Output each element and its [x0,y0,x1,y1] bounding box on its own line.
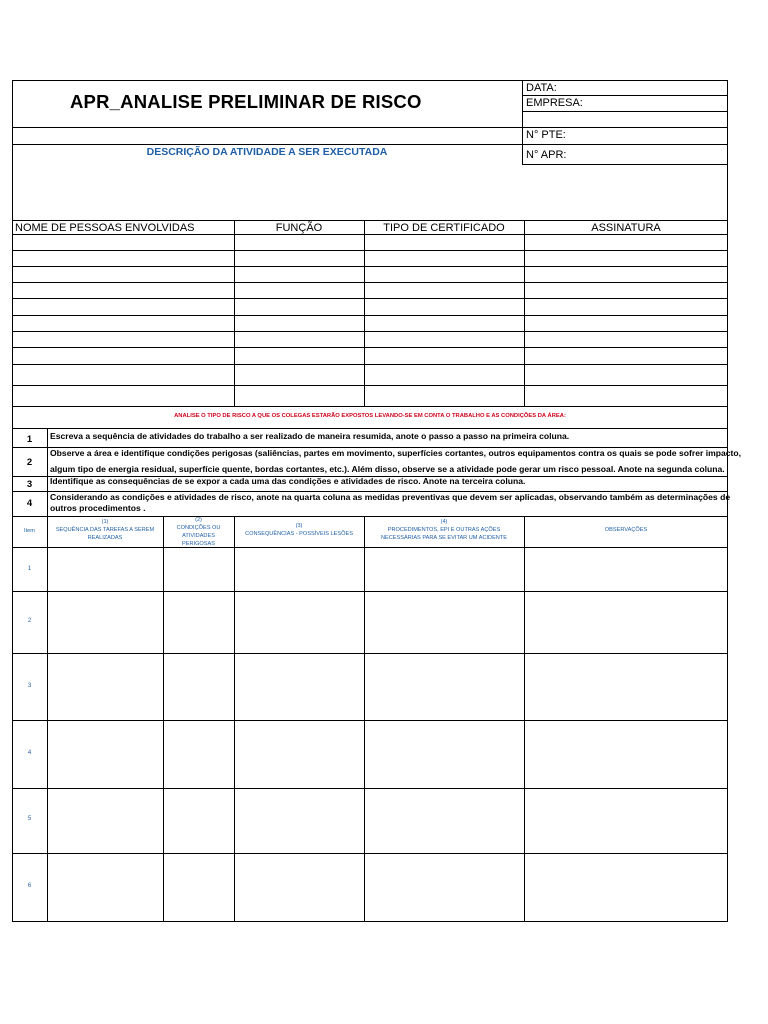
divider [12,234,728,235]
instruction-number: 1 [26,434,33,445]
divider [364,516,365,922]
instruction-line: Considerando as condições e atividades de risco, anote na quarta coluna as medidas preventivas que devem ser aplicadas, observando também as determinações de [50,492,731,502]
row-number: 1 [27,566,32,572]
divider [12,364,728,365]
instruction-text [50,492,731,514]
col-certificado: TIPO DE CERTIFICADO [383,222,505,234]
divider [12,653,728,654]
col-funcao: FUNÇÃO [275,222,323,234]
col-procedimentos [364,518,524,542]
col-text: REALIZADAS [87,535,123,541]
instruction-line: algum tipo de energia residual, superfície quente, bordas cortantes, etc.). Além disso, observe se a atividade pode gerar um risco pessoal. Anote na segunda coluna. [50,464,725,474]
divider [234,220,235,406]
data-label: DATA: [526,82,557,94]
instruction-number: 4 [26,498,33,509]
row-number: 2 [27,618,32,624]
col-text: PERIGOSAS [182,541,215,547]
col-text: PROCEDIMENTOS, EPI E OUTRAS AÇÕES [387,527,501,533]
divider [12,547,728,548]
col-assinatura: ASSINATURA [591,222,661,234]
divider [163,516,164,922]
divider [364,220,365,406]
divider [522,95,728,96]
empresa-label: EMPRESA: [526,97,583,109]
divider [12,282,728,283]
divider [12,591,728,592]
col-observacoes [524,526,728,534]
divider [12,428,728,429]
divider [12,385,728,386]
col-num: (4) [440,519,448,525]
instruction-number: 3 [26,479,33,490]
col-condicoes [163,516,234,548]
row-number: 5 [27,816,32,822]
col-num: (3) [295,523,303,529]
divider [234,516,235,922]
col-item: Item [24,528,35,534]
divider [47,428,48,516]
divider [12,220,728,221]
divider [12,720,728,721]
divider [12,347,728,348]
npte-label: N° PTE: [526,129,566,141]
row-number: 3 [27,683,32,689]
instruction-text [50,476,726,487]
col-num: (2) [195,517,202,523]
col-nome: NOME DE PESSOAS ENVOLVIDAS [15,222,195,234]
divider [524,220,525,406]
divider [47,516,48,922]
col-consequencias [234,522,364,538]
divider [12,298,728,299]
divider [12,144,728,145]
col-text: SEQUÊNCIA DAS TAREFAS A SEREM [55,527,155,533]
col-text: OBSERVAÇÕES [604,527,648,533]
instruction-line: Identifique as consequências de se expor a cada uma das condições e atividades de risco. Anote na terceira coluna. [50,476,526,486]
instruction-line: Observe a área e identifique condições perigosas (saliências, partes em movimento, superfícies cortantes, outros equipamentos contra os quais se pode sofrer impacto, [50,448,742,458]
instruction-number: 2 [26,457,33,468]
row-number: 6 [27,883,32,889]
divider [12,331,728,332]
col-text: CONDIÇÕES OU [176,525,221,531]
divider [12,516,728,517]
divider [12,853,728,854]
divider [524,516,525,922]
description-label: DESCRIÇÃO DA ATIVIDADE A SER EXECUTADA [146,146,388,158]
divider [522,80,523,164]
divider [12,406,728,407]
col-text: CONSEQUÊNCIAS - POSSÍVEIS LESÕES [245,531,353,537]
description-field[interactable] [13,165,727,219]
col-num: (1) [101,519,109,525]
divider [12,266,728,267]
instruction-text [50,448,742,475]
col-text: NECESSÁRIAS PARA SE EVITAR UM ACIDENTE [381,535,507,541]
instruction-line: outros procedimentos . [50,503,146,513]
col-sequencia [47,518,163,542]
row-number: 4 [27,750,32,756]
divider [522,111,728,112]
napr-label: N° APR: [526,149,567,161]
col-text: ATIVIDADES [182,533,215,539]
instruction-line: Escreva a sequência de atividades do trabalho a ser realizado de maneira resumida, anote o passo a passo na primeira coluna. [50,431,570,441]
risk-notice: ANALISE O TIPO DE RISCO A QUE OS COLEGAS ESTARÃO EXPOSTOS LEVANDO-SE EM CONTA O TRABALHO E AS CONDIÇÕES DA ÁREA: [174,413,566,419]
page-title: APR_ANALISE PRELIMINAR DE RISCO [70,91,422,112]
divider [12,315,728,316]
divider [12,250,728,251]
instruction-text [50,431,726,442]
divider [12,788,728,789]
divider [12,127,728,128]
